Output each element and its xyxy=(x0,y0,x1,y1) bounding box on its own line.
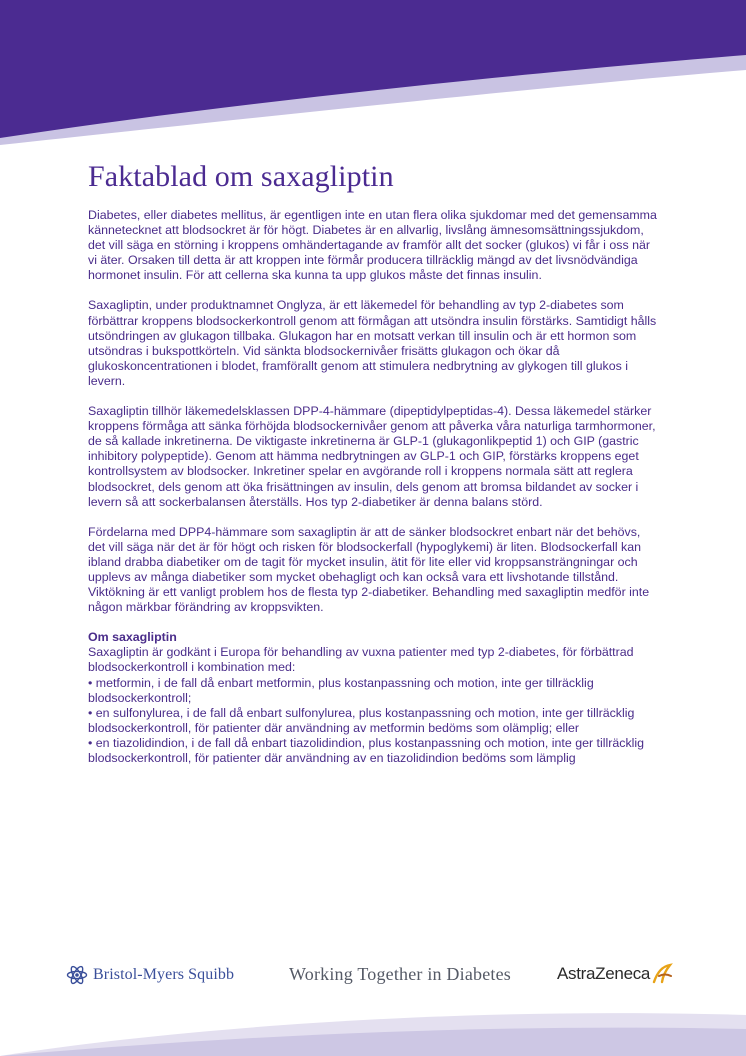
astrazeneca-logo xyxy=(557,962,674,986)
footer xyxy=(0,952,746,1002)
astrazeneca-symbol-icon xyxy=(650,962,674,986)
list-item: • en sulfonylurea, i de fall då enbart sulfonylurea, plus kostanpassning och motion, inte ger tillräcklig blodsockerkontroll, för patienter där användning av metformin bedöms som olämplig; eller xyxy=(88,705,635,735)
section-heading: Om saxagliptin xyxy=(88,630,177,645)
list-item: • metformin, i de fall då enbart metformin, plus kostanpassning och motion, inte ger tillräcklig blodsockerkontroll; xyxy=(88,675,594,705)
document-body xyxy=(88,208,658,766)
footer-tagline: Working Together in Diabetes xyxy=(289,964,512,984)
paragraph-2: Saxagliptin, under produktnamnet Onglyza, är ett läkemedel för behandling av typ 2-diabetes som förbättrar kroppens blodsockerkontroll genom att förmågan att utsöndra insulin förstärks. Samtidigt hålls utsöndringen av glukagon tillbaka. Glukagon har en motsatt verkan till insulin och är ett hormon som utsöndras i bukspottkörteln. Vid sänkta blodsockernivåer frisätts glukagon och ökar då glukoskoncentrationen i blodet, framförallt genom att stimulera nedbrytning av glykogen till glukos i levern. xyxy=(88,298,657,388)
paragraph-3: Saxagliptin tillhör läkemedelsklassen DPP-4-hämmare (dipeptidylpeptidas-4). Dessa läkemedel stärker kroppens förmåga att sänka förhöjda blodsockernivåer genom att påverka våra naturliga tarmhormoner, de så kallade inkretinerna. De viktigaste inkretinerna är GLP-1 (glukagonlikpeptid 1) och GIP (gastric inhibitory polypeptide). Genom att hämma nedbrytningen av GLP-1 och GIP, förstärks kroppens eget kontrollsystem av blodsocker. Inkretiner spelar en avgörande roll i kroppens normala sätt att reglera blodsockret, dels genom att öka frisättningen av insulin, dels genom att bromsa bildandet av socker i levern så att sockerbalansen återställs. Hos typ 2-diabetiker är denna balans störd. xyxy=(88,404,656,509)
page-title: Faktablad om saxagliptin xyxy=(88,160,394,193)
bms-logo xyxy=(66,964,234,986)
indication-list xyxy=(88,676,658,767)
paragraph-1: Diabetes, eller diabetes mellitus, är egentligen inte en utan flera olika sjukdomar med det gemensamma kännetecknet att blodsockret är för högt. Diabetes är en allvarlig, livslång ämnesomsättningssjukdom, det vill säga en störning i kroppens omhändertagande av framför allt det socker (glukos) vi får i oss när vi äter. Orsaken till detta är att kroppen inte förmår producera tillräcklig mängd av det livsnödvändiga hormonet insulin. För att cellerna ska kunna ta upp glukos måste det finnas insulin. xyxy=(88,208,657,283)
section-om-saxagliptin xyxy=(88,630,658,766)
bms-logo-text: Bristol-Myers Squibb xyxy=(93,966,235,983)
header-wave-decoration xyxy=(0,0,746,150)
astrazeneca-logo-text: AstraZeneca xyxy=(557,964,651,983)
section-intro: Saxagliptin är godkänt i Europa för behandling av vuxna patienter med typ 2-diabetes, för förbättrad blodsockerkontroll i kombination med: xyxy=(88,645,634,675)
bms-flower-icon xyxy=(66,964,88,986)
list-item: • en tiazolidindion, i de fall då enbart tiazolidindion, plus kostanpassning och motion, inte ger tillräcklig blodsockerkontroll, för patienter där användning av en tiazolidindion bedöms som lämplig xyxy=(88,735,645,765)
paragraph-4: Fördelarna med DPP4-hämmare som saxagliptin är att de sänker blodsockret enbart när det behövs, det vill säga när det är för högt och risken för blodsockerfall (hypoglykemi) är liten. Blodsockerfall kan ibland drabba diabetiker om de tagit för mycket insulin, ätit för lite eller vid kroppsansträngningar och upplevs av många diabetiker som mycket obehagligt och kan också vara ett livshotande tillstånd. Viktökning är ett vanligt problem hos de flesta typ 2-diabetiker. Behandling med saxagliptin medför inte någon märkbar förändring av kroppsvikten. xyxy=(88,524,650,615)
